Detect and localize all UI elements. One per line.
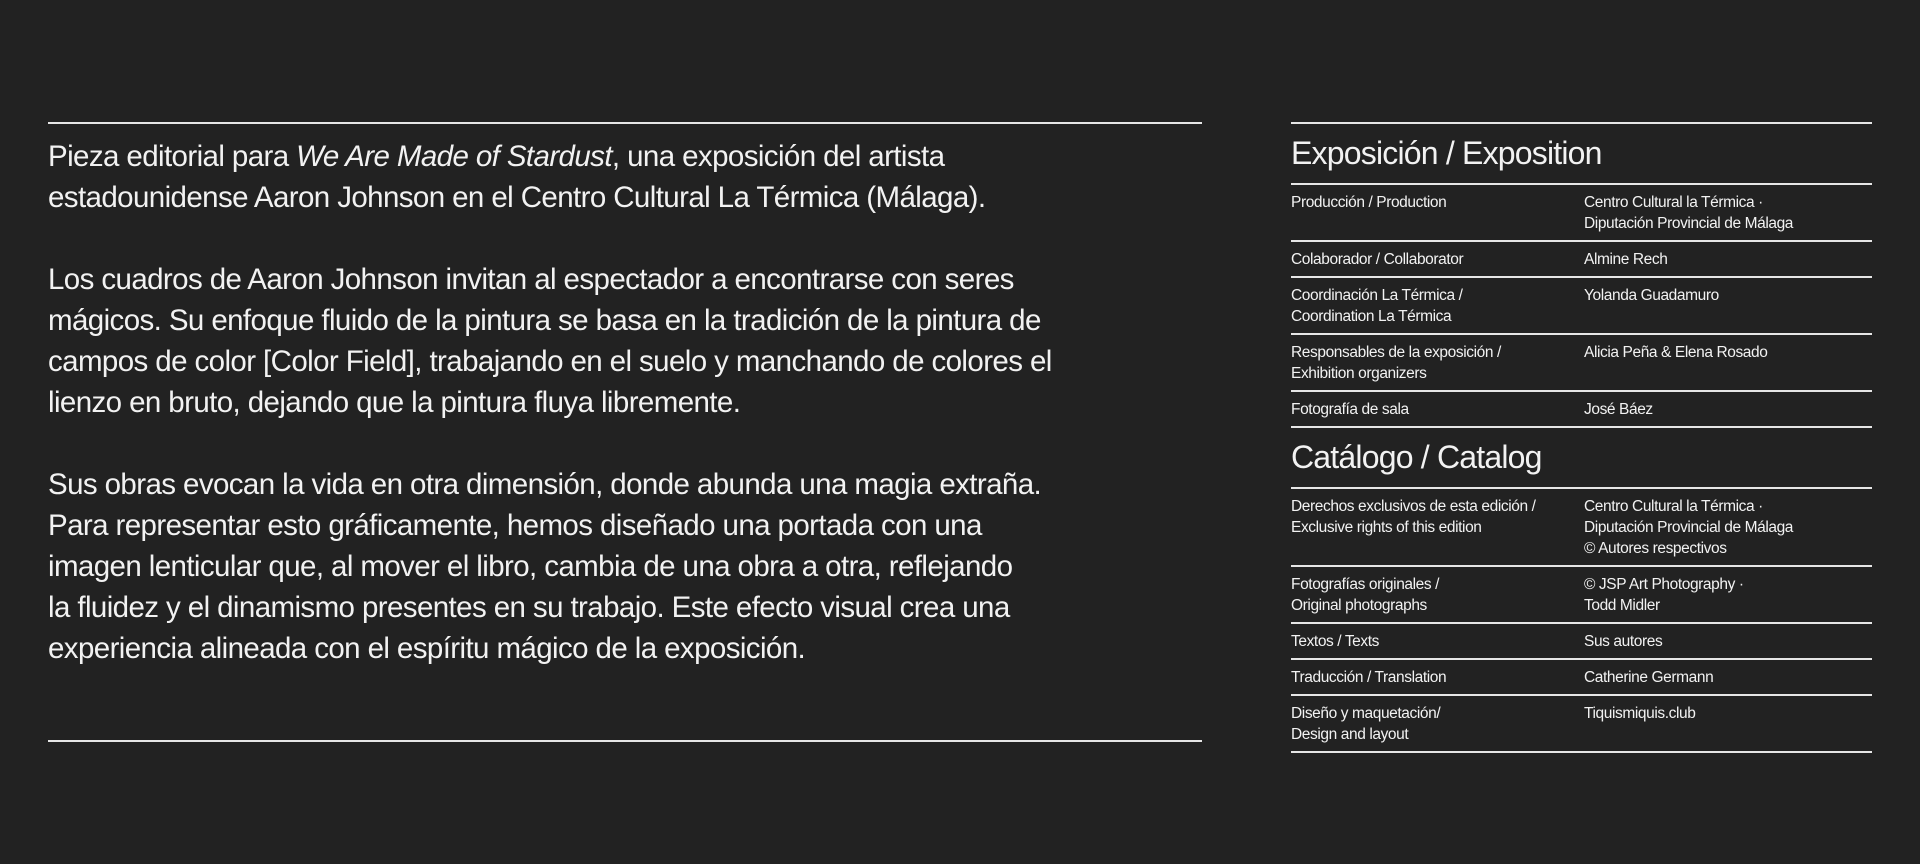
credits-row (1291, 392, 1872, 428)
exhibition-title: We Are Made of Stardust (296, 140, 612, 173)
credit-label: Responsables de la exposición / Exhibition organizers (1291, 344, 1501, 382)
credit-value: Catherine Germann (1584, 669, 1714, 686)
credits-row (1291, 624, 1872, 660)
credits-row (1291, 567, 1872, 624)
credit-value: Centro Cultural la Térmica · Diputación Provincial de Málaga © Autores respectivos (1584, 498, 1794, 557)
credit-label: Textos / Texts (1291, 633, 1380, 650)
credits-row (1291, 489, 1872, 567)
credits-row (1291, 185, 1872, 242)
credit-label: Fotografía de sala (1291, 401, 1409, 418)
description-paragraph: Sus obras evocan la vida en otra dimensión, donde abunda una magia extraña. Para representar esto gráficamente, hemos diseñado una portada con una imagen lenticular que, al mover el libro, cambia de una obra a otra, reflejando la fluidez y el dinamismo presentes en su trabajo. Este efecto visual crea una experiencia alineada con el espíritu mágico de la exposición. (48, 468, 1042, 665)
credit-value: Almine Rech (1584, 251, 1668, 268)
credit-label: Fotografías originales / Original photographs (1291, 576, 1440, 614)
credits-row (1291, 278, 1872, 335)
credit-value: José Báez (1584, 401, 1653, 418)
credit-label: Traducción / Translation (1291, 669, 1447, 686)
intro-text-before: Pieza editorial para (48, 140, 297, 173)
credits-row (1291, 335, 1872, 392)
credit-label: Colaborador / Collaborator (1291, 251, 1464, 268)
intro-text-after: , una exposición del artista estadounidense Aaron Johnson en el Centro Cultural La Térmica (Málaga). (48, 140, 986, 214)
catalog-heading: Catálogo / Catalog (1291, 428, 1872, 489)
intro-paragraph (48, 136, 1202, 218)
credit-value: © JSP Art Photography · Todd Midler (1584, 576, 1744, 614)
credits-row (1291, 696, 1872, 753)
credit-value: Sus autores (1584, 633, 1663, 650)
credit-label: Coordinación La Térmica / Coordination La Térmica (1291, 287, 1463, 325)
credit-value: Centro Cultural la Térmica · Diputación Provincial de Málaga (1584, 194, 1794, 232)
exposition-heading: Exposición / Exposition (1291, 124, 1872, 185)
credits-row (1291, 242, 1872, 278)
description-paragraph: Los cuadros de Aaron Johnson invitan al espectador a encontrarse con seres mágicos. Su enfoque fluido de la pintura se basa en la tradición de la pintura de campos de color [Color Field], trabajando en el suelo y manchando de colores el lienzo en bruto, dejando que la pintura fluya libremente. (48, 263, 1052, 419)
credits-row (1291, 660, 1872, 696)
credit-value: Tiquismiquis.club (1584, 705, 1696, 722)
credit-label: Producción / Production (1291, 194, 1447, 211)
credit-label: Derechos exclusivos de esta edición / Exclusive rights of this edition (1291, 498, 1536, 536)
credit-label: Diseño y maquetación/ Design and layout (1291, 705, 1441, 743)
credits-column (1291, 122, 1872, 753)
description-column (48, 122, 1202, 742)
credit-value: Alicia Peña & Elena Rosado (1584, 344, 1768, 361)
credit-value: Yolanda Guadamuro (1584, 287, 1719, 304)
